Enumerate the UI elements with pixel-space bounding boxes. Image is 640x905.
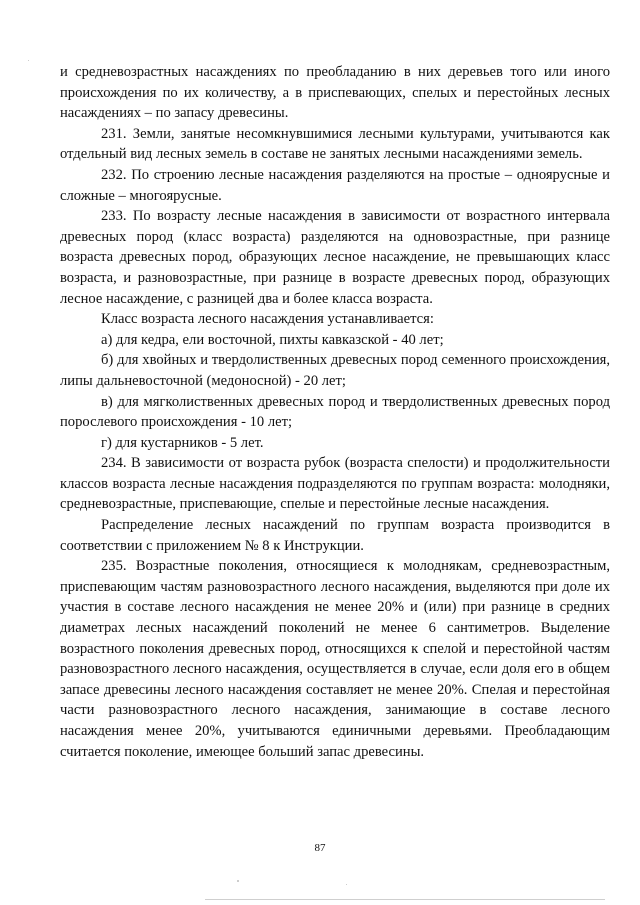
list-item-v: в) для мягколиственных древесных пород и твердолиственных древесных пород порослевого происхождения - 10 лет; <box>60 393 610 431</box>
paragraph-233: 233. По возрасту лесные насаждения в зависимости от возрастного интервала древесных пород (класс возраста) разделяются на одновозрастные, при разнице возраста древесных пород, образующих лесное насаждение, не превышающих класс возраста, и разновозрастные, при разнице в возрасте древесных пород, образующих лесное насаждение, с разницей два и более класса возраста. <box>60 208 610 307</box>
paragraph-235: 235. Возрастные поколения, относящиеся к молоднякам, средневозрастным, приспевающим частям разновозрастного лесного насаждения, выделяются при доле их участия в составе лесного насаждения не менее 20% и (или) при разнице в средних диаметрах лесных насаждений поколений не менее 6 сантиметров. Выделение возрастного поколения древесных пород, относящихся к спелой и перестойной частям разновозрастного лесного насаждения, осуществляется в случае, если доля его в общем запасе древесины лесного насаждения составляет не менее 20%. Спелая и перестойная части разновозрастного лесного насаждения, занимающие в составе лесного насаждения менее 20%, учитываются единичными деревьями. Преобладающим считается поколение, имеющее больший запас древесины. <box>60 558 610 760</box>
paragraph-age-class-intro: Класс возраста лесного насаждения устанавливается: <box>101 311 434 328</box>
paragraph-distribution: Распределение лесных насаждений по группам возраста производится в соответствии с приложением № 8 к Инструкции. <box>60 517 610 554</box>
list-item-a: а) для кедра, ели восточной, пихты кавказской - 40 лет; <box>101 331 444 348</box>
scan-artifact-line <box>205 899 605 900</box>
paragraph-234: 234. В зависимости от возраста рубок (возраста спелости) и продолжительности классов возраста лесные насаждения подразделяются по группам возраста: молодняки, средневозрастные, приспевающие, спелые и перестойные лесные насаждения. <box>60 455 610 513</box>
list-item-b: б) для хвойных и твердолиственных древесных пород семенного происхождения, липы дальневосточной (медоносной) - 20 лет; <box>60 352 610 389</box>
document-body <box>60 62 610 762</box>
scan-artifact-speck <box>346 884 347 885</box>
page-number: 87 <box>314 842 326 854</box>
paragraph-continuation: и средневозрастных насаждениях по преобладанию в них деревьев того или иного происхождения по их количеству, а в приспевающих, спелых и перестойных лесных насаждениях – по запасу древесины. <box>60 64 610 122</box>
list-item-g: г) для кустарников - 5 лет. <box>101 434 264 451</box>
paragraph-232: 232. По строению лесные насаждения разделяются на простые – одноярусные и сложные – многоярусные. <box>60 166 610 204</box>
scan-artifact-speck <box>28 60 29 61</box>
paragraph-231: 231. Земли, занятые несомкнувшимися лесными культурами, учитываются как отдельный вид лесных земель в составе не занятых лесными насаждениями земель. <box>60 125 610 163</box>
scan-artifact-speck <box>237 880 239 882</box>
